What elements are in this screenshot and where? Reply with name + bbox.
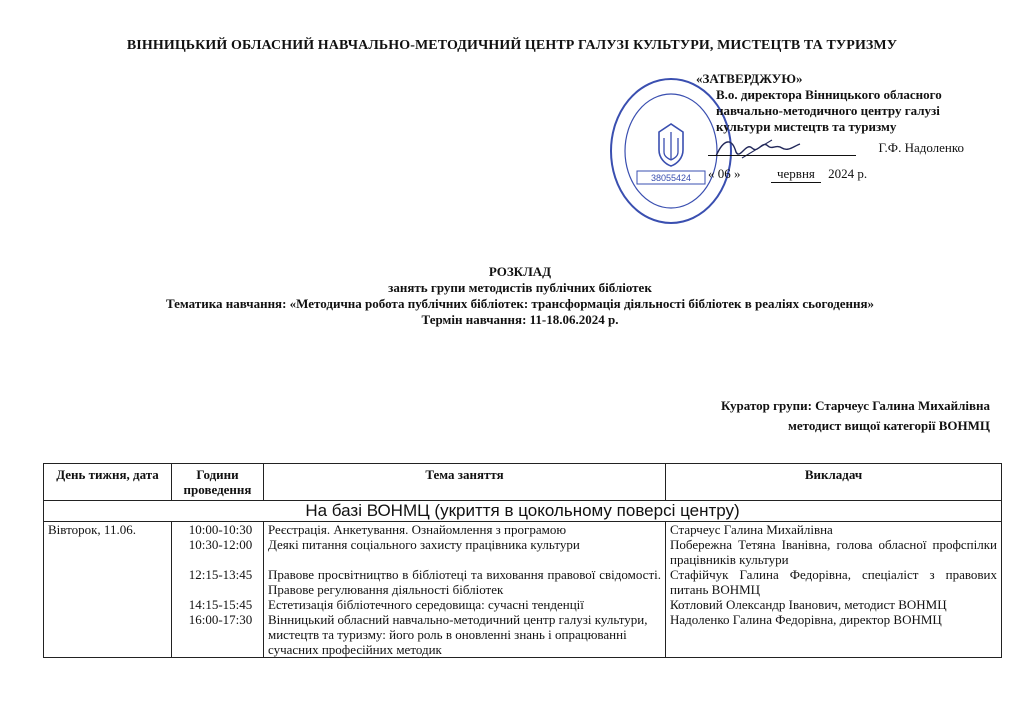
approval-line-1: В.о. директора Вінницького обласного <box>716 87 942 102</box>
schedule-title: РОЗКЛАД <box>488 264 552 279</box>
approval-line-3: культури мистецтв та туризму <box>716 119 897 134</box>
curator-name: Куратор групи: Старчеус Галина Михайлівна <box>720 398 990 413</box>
section-title: На базі ВОНМЦ (укриття в цокольному поверсі центру) <box>44 501 1002 522</box>
header-topic: Тема заняття <box>264 464 666 501</box>
curator-position: методист вищої категорії ВОНМЦ <box>788 418 990 433</box>
schedule-subtitle: занять групи методистів публічних бібліотек <box>388 280 652 295</box>
approval-line-2: навчально-методичного центру галузі <box>716 103 940 118</box>
header-hours: Години проведення <box>172 464 264 501</box>
section-row <box>44 501 1002 522</box>
date-day: « 06 » <box>708 166 741 181</box>
topics-cell <box>264 522 666 658</box>
topic-1: Реєстрація. Анкетування. Ознайомлення з програмою <box>268 522 567 537</box>
day-cell: Вівторок, 11.06. <box>44 522 172 658</box>
time-5: 16:00-17:30 <box>188 612 253 627</box>
teacher-2: Побережна Тетяна Іванівна, голова обласної профспілки працівників культури <box>670 537 997 567</box>
table-header-row <box>44 464 1002 501</box>
schedule-term: Термін навчання: 11-18.06.2024 р. <box>421 312 619 327</box>
time-3: 12:15-13:45 <box>188 567 253 582</box>
stamp-code: 38055424 <box>650 173 692 183</box>
teacher-1: Старчеус Галина Михайлівна <box>670 522 833 537</box>
approval-date <box>708 166 1008 183</box>
topic-5: Вінницький обласний навчально-методичний центр галузі культури, мистецтв та туризму: його роль в оновленні знань і опрацюванні сучасних професійних методик <box>268 612 648 657</box>
header-teacher: Викладач <box>666 464 1002 501</box>
date-month: червня <box>771 166 821 183</box>
approval-heading: «ЗАТВЕРДЖУЮ» <box>696 71 803 86</box>
signature-line <box>708 140 998 156</box>
time-2: 10:30-12:00 <box>188 537 253 552</box>
time-4: 14:15-15:45 <box>188 597 253 612</box>
topic-2: Деякі питання соціального захисту працівника культури <box>268 537 580 552</box>
teacher-3: Стафійчук Галина Федорівна, спеціаліст з правових питань ВОНМЦ <box>670 567 997 597</box>
teachers-cell <box>666 522 1002 658</box>
curator-block <box>721 396 990 436</box>
time-1: 10:00-10:30 <box>188 522 253 537</box>
schedule-table <box>43 463 1002 658</box>
teacher-5: Надоленко Галина Федорівна, директор ВОНМЦ <box>670 612 942 627</box>
header-day: День тижня, дата <box>44 464 172 501</box>
organization-title: ВІННИЦЬКИЙ ОБЛАСНИЙ НАВЧАЛЬНО-МЕТОДИЧНИЙ ЦЕНТР ГАЛУЗІ КУЛЬТУРИ, МИСТЕЦТВ ТА ТУРИЗМУ <box>126 38 898 53</box>
hours-cell <box>172 522 264 658</box>
table-row <box>44 522 1002 658</box>
teacher-4: Котловий Олександр Іванович, методист ВОНМЦ <box>670 597 947 612</box>
signer-name: Г.Ф. Надоленко <box>878 140 965 155</box>
schedule-topic: Тематика навчання: «Методична робота публічних бібліотек: трансформація діяльності бібліотек в реаліях сьогодення» <box>165 296 875 311</box>
topic-3: Правове просвітництво в бібліотеці та виховання правової свідомості. Правове регулювання діяльності бібліотек <box>268 567 661 597</box>
topic-4: Естетизація бібліотечного середовища: сучасні тенденції <box>268 597 584 612</box>
date-year: 2024 р. <box>828 166 868 181</box>
